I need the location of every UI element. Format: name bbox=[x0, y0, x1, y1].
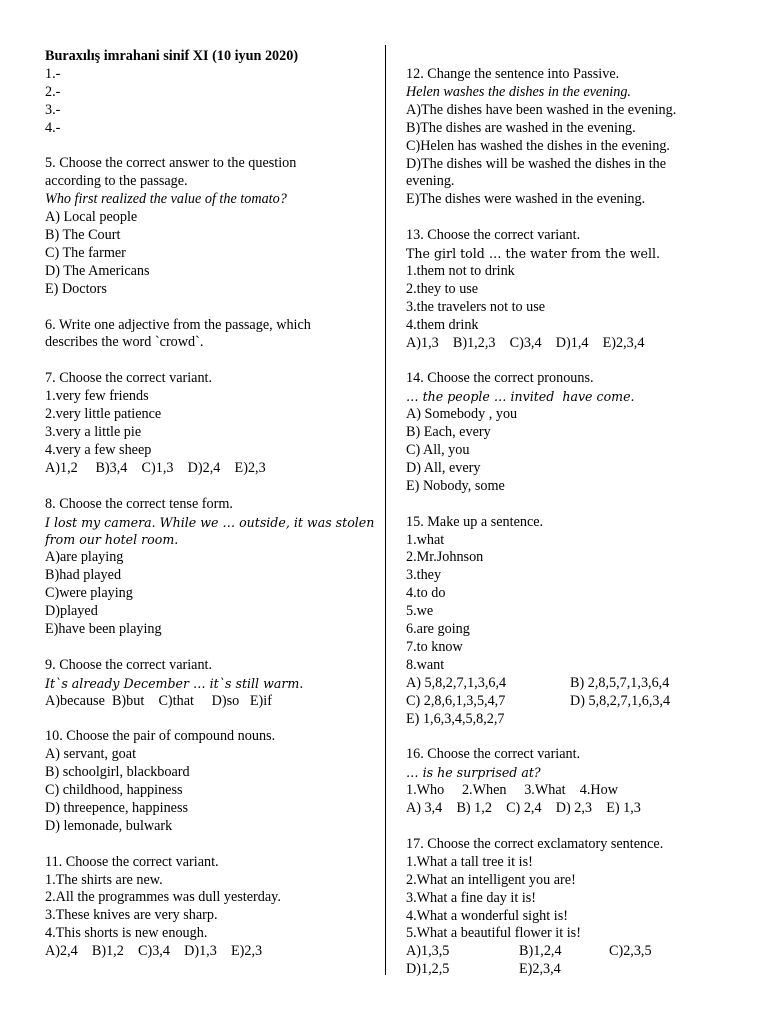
option-b: B) The Court bbox=[45, 227, 121, 244]
option-c: C)Helen has washed the dishes in the evening. bbox=[406, 137, 670, 154]
item-6: 6.are going bbox=[406, 621, 470, 638]
question-prompt: 12. Change the sentence into Passive. bbox=[406, 66, 620, 82]
spacer bbox=[45, 710, 375, 728]
spacer bbox=[45, 352, 375, 370]
option-e: E)have been playing bbox=[45, 620, 162, 637]
item-3: 3.very a little pie bbox=[45, 423, 142, 440]
answer-options: A)2,4 B)1,2 C)3,4 D)1,3 E)2,3 bbox=[45, 943, 263, 960]
item-1: 1.What a tall tree it is! bbox=[406, 853, 533, 870]
answer-options: A)1,2 B)3,4 C)1,3 D)2,4 E)2,3 bbox=[45, 459, 266, 476]
option-b: B) Each, every bbox=[406, 424, 491, 441]
question-prompt: 13. Choose the correct variant. bbox=[406, 227, 581, 244]
question-sentence: … is he surprised at? bbox=[406, 765, 541, 781]
item-1: 1.them not to drink bbox=[406, 262, 515, 279]
item-3: 3.What a fine day it is! bbox=[406, 889, 537, 906]
option-d: D) The Americans bbox=[45, 262, 150, 279]
question-sentence: Helen washes the dishes in the evening. bbox=[406, 83, 631, 100]
question-prompt: 16. Choose the correct variant. bbox=[406, 746, 581, 763]
blank-item-3: 3.- bbox=[45, 101, 61, 118]
answer-row-2 bbox=[406, 693, 736, 711]
answer-row-1 bbox=[406, 675, 736, 693]
option-b: B)The dishes are washed in the evening. bbox=[406, 119, 636, 136]
item-3: 3.the travelers not to use bbox=[406, 298, 546, 315]
question-9 bbox=[45, 657, 375, 711]
option-b: B)1,2,4 bbox=[519, 943, 562, 960]
blank-item-2: 2.- bbox=[45, 83, 61, 100]
option-a: A)1,3,5 bbox=[406, 943, 450, 960]
document-title: Buraxılış imrahani sinif XI (10 iyun 2020) bbox=[45, 48, 299, 64]
item-2: 2.What an intelligent you are! bbox=[406, 871, 576, 888]
option-e: E)The dishes were washed in the evening. bbox=[406, 191, 646, 208]
item-4: 4.What a wonderful sight is! bbox=[406, 907, 568, 924]
right-column bbox=[406, 66, 736, 979]
question-prompt: 11. Choose the correct variant. bbox=[45, 853, 219, 870]
item-2: 2.they to use bbox=[406, 280, 479, 297]
item-1: 1.what bbox=[406, 531, 445, 548]
option-d: D)The dishes will be washed the dishes in the bbox=[406, 155, 667, 172]
spacer bbox=[406, 352, 736, 370]
item-2: 2.All the programmes was dull yesterday. bbox=[45, 889, 281, 906]
option-b: B) 2,8,5,7,1,3,6,4 bbox=[570, 674, 670, 691]
question-13 bbox=[406, 227, 736, 352]
option-e: E) 1,6,3,4,5,8,2,7 bbox=[406, 710, 505, 727]
item-7: 7.to know bbox=[406, 638, 463, 655]
option-a: A)are playing bbox=[45, 549, 124, 566]
item-4: 4.very a few sheep bbox=[45, 441, 152, 458]
option-e: E) Nobody, some bbox=[406, 477, 505, 494]
question-prompt-cont: according to the passage. bbox=[45, 173, 188, 190]
blank-item-4: 4.- bbox=[45, 119, 61, 136]
option-a: A) Somebody , you bbox=[406, 406, 518, 423]
question-17 bbox=[406, 836, 736, 979]
answer-row-1 bbox=[406, 943, 736, 961]
question-16 bbox=[406, 746, 736, 818]
blank-item-1: 1.- bbox=[45, 65, 61, 82]
left-column bbox=[45, 48, 375, 961]
question-5 bbox=[45, 155, 375, 298]
item-8: 8.want bbox=[406, 656, 445, 673]
question-sentence: The girl told … the water from the well. bbox=[406, 246, 661, 262]
column-divider bbox=[385, 45, 386, 975]
item-3: 3.These knives are very sharp. bbox=[45, 907, 218, 924]
item-2: 2.very little patience bbox=[45, 406, 162, 423]
question-sentence-cont: from our hotel room. bbox=[45, 532, 179, 548]
option-e: E) Doctors bbox=[45, 280, 107, 297]
option-b: B) schoolgirl, blackboard bbox=[45, 764, 190, 781]
option-d: D) All, every bbox=[406, 459, 481, 476]
item-4: 4.them drink bbox=[406, 316, 479, 333]
option-a: A) Local people bbox=[45, 209, 138, 226]
answer-row-2 bbox=[406, 961, 736, 979]
item-2: 2.Mr.Johnson bbox=[406, 549, 484, 566]
option-b: B)had played bbox=[45, 567, 122, 584]
option-c: C) The farmer bbox=[45, 244, 126, 261]
question-10 bbox=[45, 728, 375, 835]
spacer bbox=[45, 639, 375, 657]
question-prompt: 10. Choose the pair of compound nouns. bbox=[45, 728, 276, 745]
spacer bbox=[45, 836, 375, 854]
question-prompt: 15. Make up a sentence. bbox=[406, 513, 544, 530]
question-prompt-cont: describes the word `crowd`. bbox=[45, 334, 204, 351]
items-list: 1.Who 2.When 3.What 4.How bbox=[406, 782, 618, 799]
question-14 bbox=[406, 370, 736, 495]
question-prompt: 5. Choose the correct answer to the question bbox=[45, 155, 297, 172]
question-8 bbox=[45, 496, 375, 639]
item-5: 5.we bbox=[406, 603, 434, 620]
spacer bbox=[45, 299, 375, 317]
question-sentence: Who first realized the value of the tomato? bbox=[45, 191, 287, 208]
answer-options: A) 3,4 B) 1,2 C) 2,4 D) 2,3 E) 1,3 bbox=[406, 800, 641, 817]
question-prompt: 14. Choose the correct pronouns. bbox=[406, 370, 594, 387]
question-7 bbox=[45, 370, 375, 477]
question-11 bbox=[45, 854, 375, 961]
option-e: E)2,3,4 bbox=[519, 961, 561, 978]
question-prompt: 9. Choose the correct variant. bbox=[45, 656, 213, 673]
option-c: C) 2,8,6,1,3,5,4,7 bbox=[406, 692, 506, 709]
option-a: A)The dishes have been washed in the evening. bbox=[406, 101, 677, 118]
option-c: C) childhood, happiness bbox=[45, 782, 183, 799]
item-4: 4.to do bbox=[406, 585, 446, 602]
answer-options: A)1,3 B)1,2,3 C)3,4 D)1,4 E)2,3,4 bbox=[406, 334, 645, 351]
question-prompt: 7. Choose the correct variant. bbox=[45, 370, 213, 387]
question-sentence: I lost my camera. While we … outside, it was stolen bbox=[45, 514, 375, 530]
option-d: D) 5,8,2,7,1,6,3,4 bbox=[570, 692, 671, 709]
option-d: D)1,2,5 bbox=[406, 961, 450, 978]
option-d: D) threepence, happiness bbox=[45, 799, 188, 816]
option-c: C)2,3,5 bbox=[609, 943, 652, 960]
spacer bbox=[406, 209, 736, 227]
spacer bbox=[45, 138, 375, 156]
item-1: 1.The shirts are new. bbox=[45, 871, 163, 888]
option-c: C)were playing bbox=[45, 585, 133, 602]
spacer bbox=[406, 728, 736, 746]
question-6 bbox=[45, 317, 375, 353]
option-d-cont: evening. bbox=[406, 173, 455, 190]
question-sentence: It`s already December … it`s still warm. bbox=[45, 675, 304, 691]
option-c: C) All, you bbox=[406, 442, 470, 458]
spacer bbox=[406, 818, 736, 836]
item-3: 3.they bbox=[406, 567, 442, 584]
spacer bbox=[45, 478, 375, 496]
question-prompt: 17. Choose the correct exclamatory sentence. bbox=[406, 835, 664, 852]
question-prompt: 6. Write one adjective from the passage, which bbox=[45, 316, 311, 333]
option-d-second: D) lemonade, bulwark bbox=[45, 817, 173, 834]
item-1: 1.very few friends bbox=[45, 388, 149, 405]
option-a: A) servant, goat bbox=[45, 746, 137, 763]
question-prompt: 8. Choose the correct tense form. bbox=[45, 495, 233, 512]
option-d: D)played bbox=[45, 603, 98, 620]
item-5: 5.What a beautiful flower it is! bbox=[406, 925, 581, 942]
item-4: 4.This shorts is new enough. bbox=[45, 925, 208, 942]
answer-options: A)because B)but C)that D)so E)if bbox=[45, 692, 272, 709]
spacer bbox=[406, 496, 736, 514]
question-12 bbox=[406, 66, 736, 209]
question-sentence: … the people … invited have come. bbox=[406, 389, 635, 405]
option-a: A) 5,8,2,7,1,3,6,4 bbox=[406, 674, 507, 691]
question-15 bbox=[406, 514, 736, 729]
